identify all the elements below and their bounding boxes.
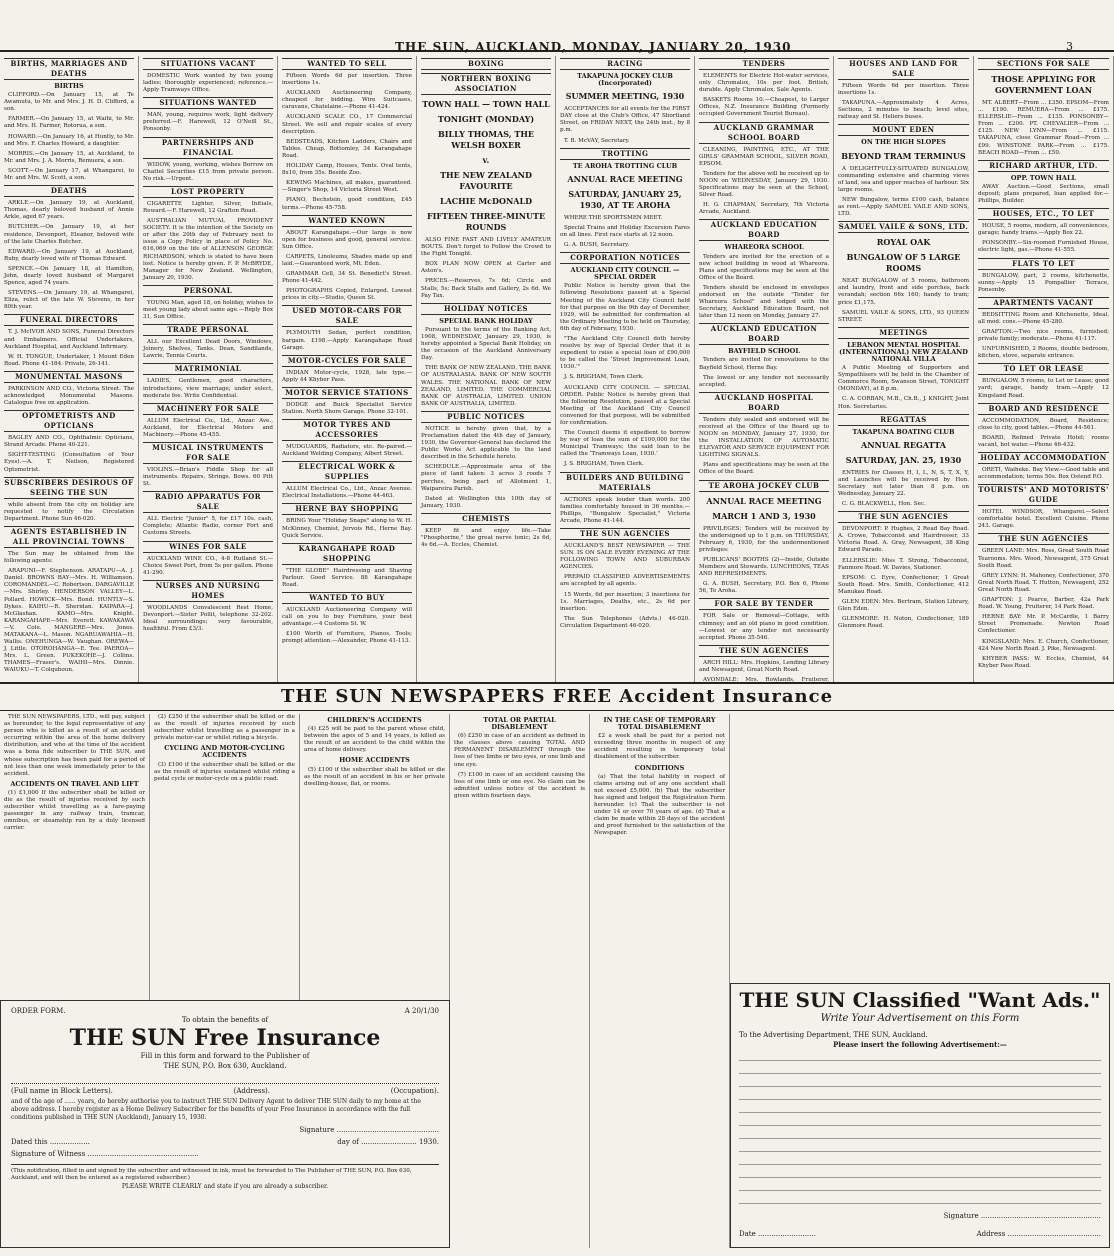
- advertisement: MAN, young, requires work, light delivery preferred.—F. Harewell, 12 O'Neill St., Ponsonby.: [143, 112, 273, 133]
- advertisement: ALL Electric "Junior" 5, for £17 10s. cash, Complete; Atlantic Radio, corner Fort and Customs Streets.: [143, 516, 273, 537]
- display-line: TONIGHT (MONDAY): [437, 114, 535, 124]
- advertisement: BASKETS Rooms 10.—Cheapest, to Larger Offices, N.Z. Insurance Building (Formerly occupied Government Tourist Bureau).: [699, 97, 829, 118]
- advertisement: BRING Your "Holiday Snaps" along to W. H. McKinney, Chemist, Jervois Rd., Herne Bay. Quick Service.: [282, 518, 412, 539]
- advertisement: HOLIDAY Camp, Houses, Tents. Oval tents, 8x10, from 35s. Beside Zoo.: [282, 163, 412, 177]
- display-line: SATURDAY, JANUARY 25, 1930, AT TE AROHA: [568, 188, 682, 210]
- display-line: SUMMER MEETING, 1930: [565, 91, 685, 102]
- section-subheading: OPP. TOWN HALL: [1010, 173, 1077, 182]
- advertisement: PUBLICANS' BOOTHS (2)—Inside, Outside Members and Stewards. LUNCHEONS, TEAS AND REFRESHMENTS.: [699, 556, 829, 578]
- section-heading: MOTOR-CYCLES FOR SALE: [282, 355, 412, 367]
- advertisement: NOTICE is hereby given that, by a Proclamation dated the 4th day of January, 1930, the Governor-General has declared the Public Works Act applicable to the land described in the Schedule hereto.: [421, 425, 551, 461]
- advertisement: Tenders should be enclosed in envelopes endorsed on the outside "Tender for Whareora School" and lodged with the Secretary, Auckland Education Board, not later than 12 noon on Monday, January 27.: [699, 284, 829, 320]
- display-line: LACHIE McDONALD: [439, 196, 533, 206]
- advertisement: HOWARD.—On January 16, at Huntly, to Mr. and Mrs. F. Charles Howard, a daughter.: [4, 133, 134, 147]
- section-heading: NURSES AND NURSING HOMES: [143, 580, 273, 602]
- insurance-sub-travel: ACCIDENTS ON TRAVEL AND LIFT: [10, 779, 139, 788]
- advertisement: GREEN LANE: Mrs. Ross, Great South Road Tearooms. Mrs. Wood, Newsagent, 375 Great South Road.: [978, 548, 1109, 569]
- section-heading: TO LET OR LEASE: [978, 363, 1109, 375]
- insurance-intro: THE SUN NEWSPAPERS, LTD., will pay, subject as hereunder, to the legal representative of any person who is killed as a result of an accident occurring within the area of the home delivery distribution, and who at the time of the accident was a bona fide subscriber to THE SUN, and whose subscription has been paid for a period of not less than one week immediately prior to the accident.: [4, 714, 145, 777]
- advertisement: Fifteen Words 6d per insertion. Three insertions 1s.: [838, 83, 969, 97]
- insurance-para-1: (1) £1,000 If the subscriber shall be killed or die as the result of injuries received by such subscriber whilst travelling as a fare-paying passenger in any railway train, tramcar, omnibus, or steamship run by a duly licensed carrier.: [4, 789, 145, 832]
- advertisement: ACCEPTANCES for all events for the FIRST DAY close at the Club's Office, 47 Shortland Street, on FRIDAY NEXT, the 24th inst., by 8 p.m.: [560, 106, 690, 134]
- advertisement: Plans and specifications may be seen at the Office of the Board.: [699, 462, 829, 476]
- insurance-sub-temporary: IN THE CASE OF TEMPORARY TOTAL DISABLEMENT: [603, 716, 716, 732]
- display-line: ANNUAL RACE MEETING: [567, 173, 683, 184]
- section-heading: HERNE BAY SHOPPING: [282, 503, 412, 515]
- order-form-line-1: To obtain the benefits of: [181, 1016, 269, 1024]
- advertisement: Tenders for the above will be received up to NOON on WEDNESDAY, January 29, 1930. Specifications may be seen at the School, Silver Road.: [699, 170, 829, 199]
- advertisement: GRAFTON.—Two nice rooms, furnished; private family; moderate.—Phone 41-117.: [978, 328, 1109, 343]
- advertisement: CLIFFORD.—On January 15, at Te Awamutu, to Mr. and Mrs. J. H. D. Clifford, a son.: [4, 92, 134, 113]
- advertisement: CLEANING, PAINTING, ETC., AT THE GIRLS' GRAMMAR SCHOOL, SILVER ROAD, EPSOM.: [699, 146, 829, 167]
- insurance-para-8: £2 a week shall be paid for a period not exceeding three months in respect of any accident resulting in temporary total disablement of the subscriber.: [594, 733, 725, 761]
- order-form-title: THE SUN Free Insurance: [69, 1025, 381, 1051]
- advertisement: C. A. CORBAN, M.B., Ch.B., J. KNIGHT, Joint Hon. Secretaries.: [838, 396, 969, 410]
- advertisement: EPSOM: C. Eyre, Confectioner, 1 Great South Road. Mrs. Smith, Confectioner, 412 Manukau Road.: [838, 574, 969, 595]
- advertisement: BEDSITTING Room and Kitchenette, Ideal, all mod. cons.—Phone 45-280.: [978, 311, 1109, 325]
- advertisement: G. A. BUSH, Secretary.: [564, 242, 630, 249]
- advertisement: ABOUT Karangahape.—Our large is now open for business and good, general service. Sun Office.: [282, 229, 412, 250]
- insurance-sub-cycling: CYCLING AND MOTOR-CYCLING ACCIDENTS: [164, 744, 285, 760]
- section-heading: SUBSCRIBERS DESIROUS OF SEEING THE SUN: [4, 477, 134, 497]
- insurance-sub-home: HOME ACCIDENTS: [339, 756, 410, 765]
- advertisement: WIDOW, young, working, wishes Borrow on Chattel Securities £15 from private person. No risk.—Urgent.: [143, 161, 273, 182]
- section-subheading: BAYFIELD SCHOOL: [728, 347, 800, 356]
- order-form-heading: ORDER FORM.: [11, 1007, 66, 1015]
- section-heading: TROTTING: [560, 148, 690, 160]
- classified-date-field[interactable]: Date ..........................: [739, 1230, 816, 1238]
- classified-date-label: Date: [739, 1230, 756, 1238]
- section-heading: SITUATIONS VACANT: [143, 58, 273, 70]
- advertisement: The lowest or any tender not necessarily accepted.: [699, 374, 829, 388]
- column-houses: [834, 56, 974, 682]
- section-subheading: LEBANON MENTAL HOSPITAL (INTERNATIONAL) NEW ZEALAND NATIONAL VILLA: [839, 340, 968, 363]
- advertisement: STEVENS.—On January 19, at Whangarei, Eliza, relict of the late W. Stevens, in her 80th year.: [4, 290, 134, 311]
- advertisement: Special Trains and Holiday Excursion Fares on all lines. First race starts at 12 noon.: [560, 224, 690, 238]
- advertisement: AUCKLAND WINE CO., 4-8 Rutland St.—Choice Sweet Port, from 5s per gallon. Phone 41-290.: [143, 555, 273, 576]
- section-heading: AUCKLAND GRAMMAR SCHOOL BOARD: [699, 122, 829, 144]
- section-heading: THE SUN AGENCIES: [699, 645, 829, 657]
- section-heading: DEATHS: [4, 185, 134, 197]
- insurance-banner: THE SUN NEWSPAPERS FREE Accident Insurance: [0, 682, 1114, 711]
- advertisement: "The Auckland City Council doth hereby resolve by way of Special Order that it is expedient to raise a special loan of £90,000 to be called the ‘Street Improvement Loan, 1930.’": [560, 335, 690, 371]
- insurance-para-2: (2) £250 if the subscriber shall be killed or die as the result of injuries received by such subscriber whilst travelling as a passenger in a private motor-car or whilst riding a bicycle.: [154, 714, 295, 742]
- classified-address-label: Address: [976, 1230, 1006, 1238]
- advertisement: PRICES.—Reserves, 7s 6d; Circle and Stalls, 5s; Back Stalls and Gallery, 2s 6d. We Pay Tax.: [421, 278, 551, 299]
- section-heading: MONUMENTAL MASONS: [4, 371, 134, 383]
- section-heading: MATRIMONIAL: [143, 363, 273, 375]
- column-situations: [139, 56, 278, 682]
- insurance-para-9: (a) That the total liability in respect of claims arising out of any one accident shall not exceed £5,000. (b) That the subscriber has signed and lodged the Registration Form hereunder. (c) That the subscriber is not under 14 or over 70 years of age. (d) That a claim be made within 28 days of the accident and proof furnished to the satisfaction of the Newspaper.: [594, 773, 725, 837]
- advertisement: BUNGALOW, 5 rooms, to Let or Lease; good yard; garage, handy tram.—Apply 12 Kingsland Road.: [978, 378, 1109, 399]
- section-heading: BOXING: [421, 58, 551, 70]
- advertisement: £100 Worth of Furniture, Pianos, Tools; prompt attention.—Alexander, Phone 41-113.: [282, 631, 412, 645]
- insurance-para-3: (3) £100 if the subscriber shall be killed or die as the result of injuries sustained whilst riding a pedal cycle or motor-cycle on a public road.: [154, 761, 295, 782]
- advertisement: TAKAPUNA.—Approximately 4 Acres, Sections, 2 minutes to beach; level sites, railway and St. Heliers buses.: [838, 100, 969, 121]
- advertisement: AWAY Auction.—Good Sections, small deposit; plans prepared, loan applied for.—Phillips, Builder.: [978, 183, 1109, 205]
- section-heading: PERSONAL: [143, 285, 273, 297]
- advertisement: ARAPUNI—F. Stephenson. ARATAPU—A. J. Daniel. BROWNS BAY—Mrs. H. Williamson. COROMANDEL—C. Robertson. DARGAVILLE—Mrs. Shirley. HENDERSON VALLEY—L. Pollard. HOWICK—Mrs. Bond. HUNTLY—S. Dykes. KAIHU—R. Sheridan. KAIPARA—J. McGlashan. KAMO—Mrs. Knight. KARANGAHAPE—Mrs. Everett. KAWAKAWA—V. Cole. MANGERE—Mrs. Jones. MATAKANA—L. Mason. NGARUAWAHIA—H. Wallis. ONEHUNGA—W. Vaughan. OREWA—J. Little. OTOROHANGA—E. Tee. PAEROA—Mrs. L. Green. PUKEKOHE—J. Collins. THAMES—Fraser's. WAIHI—Mrs. Dinnie. WAIUKU—T. Colquhoun.: [4, 568, 134, 674]
- order-form-line-3: THE SUN, P.O. Box 630, Auckland.: [163, 1062, 287, 1070]
- order-form-body: and of the age of ...... years, do hereby authorise you to instruct THE SUN Delivery Agent to deliver THE SUN daily to my home at the above address. I hereby register as a Home Delivery Subscriber for the benefits of your Free Insurance in accordance with the full conditions published in THE SUN (Auckland), January 15, 1930.: [11, 1098, 421, 1121]
- day-of-label: day of: [337, 1138, 359, 1146]
- advertisement-text-area[interactable]: [739, 1054, 1101, 1204]
- signature-field[interactable]: Signature ..............................................: [299, 1126, 439, 1134]
- advertisement: AUCKLAND Auctioneering Company will call on you to buy Furniture, your best advantage.—4 Customs St. W.: [282, 607, 412, 628]
- section-heading: TE AROHA JOCKEY CLUB: [699, 480, 829, 492]
- advertisement: DODGE and Buick Specialist Service Station. North Shore Garage. Phone 32-101.: [282, 401, 412, 415]
- advertisement: BUNGALOW, part, 2 rooms, kitchenette, sunny.—Apply 15 Pompallier Terrace, Ponsonby.: [978, 272, 1109, 293]
- section-heading: WANTED KNOWN: [282, 215, 412, 227]
- section-heading: TENDERS: [699, 58, 829, 70]
- advertisement: ELEMENTS for Electric Hot-water services, only Chromalox, 10s per foot. British, durable. Apply Chromalox, Sale Agents.: [699, 73, 829, 94]
- advertisement: W. H. TONGUE, Undertaker, 1 Mount Eden Road. Phone 41-184. Private, 26-141.: [4, 353, 134, 367]
- advertisement: T. J. McIVOR AND SONS, Funeral Directors and Embalmers. Official Undertakers, Auckland Hospital, and Auckland Infirmary.: [4, 329, 134, 350]
- advertisement: PREPAID CLASSIFIED ADVERTISEMENTS are accepted by all agents.: [560, 574, 690, 588]
- section-heading: HOLIDAY NOTICES: [421, 303, 551, 315]
- advertisement: SAMUEL VAILE & SONS, LTD., 93 QUEEN STREET.: [838, 309, 969, 323]
- section-heading: PARTNERSHIPS AND FINANCIAL: [143, 137, 273, 159]
- advertisement: C. G. BLACKWELL, Hon. Sec.: [842, 501, 926, 508]
- advertisement: HOTEL WINDSOR, Whangarei.—Select comfortable hotel. Excellent Cuisine. Phone 243. Garage.: [978, 509, 1109, 530]
- classified-insert: Please insert the following Advertisement:—: [833, 1040, 1007, 1049]
- section-heading: RACING: [560, 58, 690, 70]
- insurance-sub-children: CHILDREN'S ACCIDENTS: [327, 716, 422, 724]
- section-subheading: TAKAPUNA JOCKEY CLUB (Incorporated): [577, 72, 673, 88]
- advertisement: ACCOMMODATION, Board, Residence; close to city, good tables.—Phone 44-561.: [978, 417, 1109, 431]
- advertisement: KINGSLAND: Mrs. E. Church, Confectioner, 424 New North Road. J. Pike, Newsagent.: [978, 638, 1109, 652]
- advertisement: ARCH HILL: Mrs. Hopkins, Lending Library and Newsagent, Great North Road.: [699, 659, 829, 673]
- section-heading: ELECTRICAL WORK & SUPPLIES: [282, 461, 412, 483]
- insurance-col-5: [590, 714, 730, 1248]
- advertisement: The Sun may be obtained from the following agents:: [4, 550, 134, 565]
- display-line: THE NEW ZEALAND FAVOURITE: [440, 170, 532, 191]
- advertisement: HERNE BAY: Mr. P. McCardle, 1 Barry Street Promenade. Newton Road Confectioner.: [978, 614, 1109, 635]
- display-line: ANNUAL REGATTA: [861, 439, 946, 450]
- advertisement: BOX PLAN NOW OPEN at Carter and Aston's.: [421, 261, 551, 275]
- advertisement: VIOLINS.—Brian's Fiddle Shop for all instruments. Repairs. Strings. Bows. 60 Pitt St.: [143, 467, 273, 488]
- advertisement: "THE GLOBE" Hairdressing and Shaving Parlour. Good Service. 88 Karangahape Road.: [282, 567, 412, 588]
- order-form-ref: A 20/1/30: [404, 1007, 439, 1015]
- advertisement: GRAMMAR Cell, 34 St. Benedict's Street. Phone 41-442.: [282, 271, 412, 285]
- advertisement: ACTIONS speak louder than words. 200 families comfortably housed in 36 months.—Phillips, "Bungalow Specialist," Victoria Arcade, Phone 41-144.: [560, 496, 690, 524]
- advertisement: EDWARD.—On January 19, at Auckland, Ruby, dearly loved wife of Thomas Edward.: [4, 248, 134, 262]
- advertisement: AUCKLAND Auctioneering Company, cheapest for bidding. Wire Suitcases, caravans, Chatelaine.—Phone 41-424.: [282, 90, 412, 111]
- insurance-para-6: (6) £250 in case of an accident as defined in the clauses above causing TOTAL AND PERMANENT DISABLEMENT through the loss of two limbs or two eyes, or one limb and one eye.: [454, 733, 585, 768]
- display-line: BILLY THOMAS, THE WELSH BOXER: [438, 129, 534, 150]
- advertisement: DOMESTIC Work wanted by two young ladies; thoroughly experienced; reference.—Apply Tramways Office.: [143, 73, 273, 94]
- display-line: SATURDAY, JAN. 25, 1930: [845, 454, 962, 465]
- column-wanted: [278, 56, 417, 682]
- advertisement: AUSTRALIAN MUTUAL PROVIDENT SOCIETY. It is the intention of the Society on or after the 20th day of February next to issue a Copy Policy in place of Policy No. 616,069 on the life of ALLENSON GEORGE RICHARDSON, which is stated to have been lost. Notice is hereby given. F. P. McBRYDE, Manager for New Zealand. Wellington, January 20, 1930.: [143, 218, 273, 281]
- advertisement: BEDSTEADS, Kitchen Ladders, Chairs and Tables. Cheap. Bottomley, 34 Karangahape Road.: [282, 138, 412, 159]
- order-form-line-2: Fill in this form and forward to the Publisher of: [140, 1052, 310, 1060]
- page-number: 3: [1066, 40, 1074, 53]
- advertisement: YOUNG Man, aged 18, on holiday, wishes to meet young lady about same age.—Reply Box 31, Sun Office.: [143, 299, 273, 321]
- advertisement: PLYMOUTH Sedan, perfect condition, bargain. £198.—Apply Karangahape Road Garage.: [282, 330, 412, 351]
- advertisement: WOODLANDS Convalescent Rest Home, Devonport.—Sister Pollit, telephone 32-202. Ideal surroundings; very favourable, healthful. From £3/3.: [143, 604, 273, 633]
- masthead-title: THE SUN, AUCKLAND, MONDAY, JANUARY 20, 1930: [395, 40, 792, 54]
- order-form-footer: PLEASE WRITE CLEARLY and state if you are already a subscriber.: [121, 1183, 329, 1190]
- advertisement: H. G. CHAPMAN, Secretary, 7th Victoria Arcade, Auckland.: [699, 202, 829, 216]
- advertisement: FOR Sale or Removal—Cottage, with chimney; and an old piano in good condition.—Lowest or any tender not necessarily accepted. Phone 35-546.: [699, 613, 829, 641]
- column-boxing: [417, 56, 556, 682]
- advertisement: ALSO FINE FAST AND LIVELY AMATEUR BOUTS. Don't forget to Follow the Crowd to the Fight Tonight.: [421, 237, 551, 258]
- section-heading: THE SUN AGENCIES: [560, 528, 690, 540]
- section-heading: RADIO APPARATUS FOR SALE: [143, 491, 273, 513]
- insurance-sub-disablement: TOTAL OR PARTIAL DISABLEMENT: [483, 716, 556, 732]
- display-line: FIFTEEN THREE-MINUTE ROUNDS: [426, 211, 546, 232]
- advertisement: MORRIS.—On January 15, at Auckland, to Mr. and Mrs. J. A. Morris, Remuera, a son.: [4, 150, 134, 164]
- section-heading: WANTED TO BUY: [282, 592, 412, 604]
- section-heading: THE SUN AGENCIES: [978, 533, 1109, 545]
- section-subheading: ON THE HIGH SLOPES: [861, 138, 946, 147]
- advertisement: PIANO, Bechstein, good condition, £45 terms.—Phone 45-758.: [282, 197, 412, 211]
- advertisement: CARPETS, Linoleums, Shades made up and laid.—Guaranteed work, Mt. Eden.: [282, 253, 412, 267]
- advertisement: UNFURNISHED, 2 Rooms, double bedroom, kitchen, stove, separate entrance.: [978, 346, 1109, 360]
- year-label: 1930.: [418, 1138, 439, 1146]
- section-heading: AGENTS ESTABLISHED IN ALL PROVINCIAL TOWNS: [4, 526, 134, 548]
- advertisement: ALLUM Electrical Co., Ltd., Anzac Avenue. Electrical Installations.—Phone 44-463.: [282, 486, 412, 500]
- section-subheading: TAKAPUNA BOATING CLUB: [852, 427, 955, 436]
- insurance-sub-conditions: CONDITIONS: [634, 763, 685, 772]
- section-heading: WANTED TO SELL: [282, 58, 412, 70]
- advertisement: Pursuant to the terms of the Banking Act, 1908, WEDNESDAY, January 29, 1930, is hereby appointed a Special Bank Holiday, on the occasion of the Auckland Anniversary Day.: [421, 326, 551, 362]
- advertisement: BUTCHER.—On January 19, at her residence, Devonport, Eleanor, beloved wife of the late Charles Butcher.: [4, 224, 134, 245]
- section-heading: MOTOR SERVICE STATIONS: [282, 387, 412, 399]
- insurance-para-4: (4) £25 will be paid to the parent whose child, between the ages of 5 and 14 years, is killed as the result of an accident to the child within the area of home delivery.: [304, 726, 445, 754]
- advertisement: ARKLE.—On January 19, at Auckland, Thomas, dearly beloved husband of Annie Arkle, aged 67 years.: [4, 200, 134, 221]
- section-subheading: TE AROHA TROTTING CLUB: [572, 161, 678, 170]
- advertisement: 15 Words, 6d per insertion; 3 insertions for 1s. Marriages, Deaths, etc., 2s 6d per insertion.: [560, 591, 690, 612]
- advertisement: ORETI, Waiheke. Bay View.—Good table and accommodation; terms 50s. Box Ostend P.O.: [978, 467, 1109, 481]
- section-heading: MACHINERY FOR SALE: [143, 403, 273, 415]
- section-subheading: WHAREORA SCHOOL: [724, 243, 804, 252]
- section-heading: AUCKLAND EDUCATION BOARD: [699, 323, 829, 345]
- advertisement: SCOTT.—On January 17, at Whangarei, to Mr. and Mrs. W. Scott, a son.: [4, 167, 134, 182]
- advertisement: SPENCE.—On January 18, at Hamilton, John, dearly loved husband of Margaret Spence, aged 74 years.: [4, 265, 134, 287]
- advertisement: SIGHT-TESTING (Consultation of Your Eyes).—A. T. Neilson, Registered Optometrist.: [4, 452, 134, 473]
- advertisement: INDIAN Motor-cycle, 1928, late type.—Apply 44 Khyber Pass.: [282, 369, 412, 383]
- insurance-para-5: (5) £100 if the subscriber shall be killed or die as the result of an accident in his or her private dwelling-house, flat, or rooms.: [304, 766, 445, 787]
- advertisement: DEVONPORT: P. Hughes, 2 Read Bay Road. A. Crowe, Tobacconist and Hairdresser, 33 Victoria Road. A. Gray, Newsagent, 38 King Edward Parade.: [838, 526, 969, 554]
- section-heading: FUNERAL DIRECTORS: [4, 314, 134, 326]
- advertisement: Tenders are invited for the erection of a new school building in wood at Whareora. Plans and specifications may be seen at the Office of the Board.: [699, 253, 829, 281]
- advertisement: Tenders duly sealed and endorsed will be received at the Office of the Board up to NOON on MONDAY, January 27, 1930, for the INSTALLATION OF AUTOMATIC ELEVATOR AND SERVICE EQUIPMENT FOR LIGHTING SIGNALS.: [699, 416, 829, 459]
- insurance-col-4: [450, 714, 590, 1248]
- section-subheading: AUCKLAND CITY COUNCIL — SPECIAL ORDER: [570, 266, 680, 282]
- order-form-note: (This notification, filled in and signed by the subscriber and witnessed in ink, must be forwarded to The Publisher of THE SUN, P.O. Box 630, Auckland, and will then be entered as a registered subscriber.): [11, 1164, 439, 1182]
- classified-subtitle: Write Your Advertisement on this Form: [820, 1013, 1020, 1024]
- section-heading: WINES FOR SALE: [143, 541, 273, 553]
- section-heading: CORPORATION NOTICES: [560, 252, 690, 264]
- section-heading: OPTOMETRISTS AND OPTICIANS: [4, 410, 134, 432]
- advertisement: GREY LYNN: H. Mahoney, Confectioner, 370 Great North Road. T. Hutton, Newsagent, 252 Great North Road.: [978, 572, 1109, 593]
- column-births-deaths: [0, 56, 139, 682]
- display-line: TOWN HALL — TOWN HALL: [422, 99, 550, 109]
- section-heading: TRADE PERSONAL: [143, 324, 273, 336]
- classified-form[interactable]: [730, 983, 1110, 1248]
- column-racing: [556, 56, 695, 682]
- advertisement: GLEN EDEN: Mrs. Bertram, Station Library, Glen Eden.: [838, 599, 969, 613]
- section-heading: SAMUEL VAILE & SONS, LTD.: [838, 222, 969, 232]
- section-heading: NORTHERN BOXING ASSOCIATION: [421, 73, 551, 95]
- advertisement: MT. ALBERT—From ... £350. EPSOM—From ... £190. REMUERA—From ... £175. ELLERSLIE—From ... £135. PONSONBY—From ... £200. PT. CHEVALIER—From ... £125. NEW LYNN—From ... £115. TAKAPUNA, close Grammar Road—From ... £99. WINSTONE PARK—From ... £175. BEACH ROAD—From ... £50.: [978, 100, 1109, 156]
- section-heading: HOUSES, ETC., TO LET: [978, 208, 1109, 220]
- advertisement: The Sun Telephones (Advts.) 46-020. Circulation Department 46-020.: [560, 615, 690, 629]
- section-heading: BIRTHS, MARRIAGES AND DEATHS: [4, 58, 134, 80]
- advertisement: PONSONBY.—Six-roomed Furnished House, electric light, gas.—Phone 41-555.: [978, 240, 1109, 254]
- advertisement: KEWING Machines, all makes, guaranteed.—Singer's Shop, 14 Victoria Street West.: [282, 180, 412, 194]
- advertisement: WHERE THE SPORTSMEN MEET.: [564, 214, 663, 221]
- name-label: (Full name in Block Letters).: [11, 1087, 113, 1095]
- advertisement: THE BANK OF NEW ZEALAND. THE BANK OF AUSTRALASIA. BANK OF NEW SOUTH WALES. THE NATIONAL BANK OF NEW ZEALAND, LIMITED. THE COMMERCIAL BANK OF AUSTRALIA, LIMITED. UNION BANK OF AUSTRALIA, LIMITED.: [421, 365, 551, 407]
- advertisement: The Council deems it expedient to borrow by way of loan the sum of £100,000 for the Municipal Tramways; the said loan to be called the ‘Tramways Loan, 1930.’: [560, 430, 690, 458]
- section-heading: FOR SALE BY TENDER: [699, 598, 829, 610]
- masthead: [0, 0, 1114, 52]
- section-heading: REGATTAS: [838, 414, 969, 426]
- classified-title: THE SUN Classified "Want Ads.": [739, 988, 1101, 1012]
- advertisement: G. A. BUSH, Secretary, P.O. Box 6, Phone 56, Te Aroha.: [699, 581, 829, 595]
- advertisement: MUDGUARDS, Radiators, etc. Re-paired.—Auckland Welding Company, Albert Street.: [282, 444, 412, 458]
- witness-label: Signature of Witness: [11, 1150, 86, 1158]
- section-heading: HOLIDAY ACCOMMODATION: [978, 452, 1109, 464]
- advertisement: ALL our Excellent Dead Doors, Windows, Joinery, Shelves, Tanks. Dean, Sandilands, Lawrie, Tennis Courts.: [143, 339, 273, 360]
- section-heading: LOST PROPERTY: [143, 186, 273, 198]
- advertisement: PHOTOGRAPHS Copied, Enlarged. Lowest prices in city.—Studio, Queen St.: [282, 288, 412, 302]
- advertisement: AUCKLAND CITY COUNCIL — SPECIAL ORDER. Public Notice is hereby given that the following Resolution, passed at a Special Meeting of the Auckland City Council convened for that purpose, will be submitted for confirmation.: [560, 384, 690, 426]
- section-heading: PUBLIC NOTICES: [421, 411, 551, 423]
- advertisement: Fifteen Words 6d per insertion. Three insertions 1s.: [282, 73, 412, 87]
- section-heading: CHEMISTS: [421, 513, 551, 525]
- classified-to: To the Advertising Department, THE SUN, Auckland.: [739, 1031, 928, 1039]
- section-heading: BUILDERS AND BUILDING MATERIALS: [560, 472, 690, 494]
- section-heading: FLATS TO LET: [978, 258, 1109, 270]
- advertisement: PARKINSON AND CO., Victoria Street. The acknowledged Monumental Masons. Catalogue free on application.: [4, 385, 134, 407]
- address-label: (Address).: [233, 1087, 271, 1095]
- section-heading: AUCKLAND EDUCATION BOARD: [699, 219, 829, 241]
- section-heading: USED MOTOR-CARS FOR SALE: [282, 305, 412, 327]
- section-subheading: BIRTHS: [54, 82, 84, 90]
- advertisement: HOUSE, 5 rooms, modern, all conveniences, garage; handy trams.—Apply Box 22.: [978, 223, 1109, 237]
- advertisement: A DELIGHTFULLY-SITUATED BUNGALOW, commanding extensive and charming views of land, sea and upper reaches of harbour. Six large rooms.: [838, 165, 969, 193]
- advertisement: FARMER.—On January 15, at Waihi, to Mr. and Mrs. H. Farmer, Rotorua, a son.: [4, 116, 134, 130]
- display-line: ANNUAL RACE MEETING: [706, 495, 822, 506]
- advertisement: Dated at Wellington this 10th day of January, 1930.: [421, 495, 551, 509]
- dated-label: Dated this: [11, 1138, 48, 1146]
- insurance-order-form[interactable]: ORDER FORM. A 20/1/30 To obtain the benefits of THE SUN Free Insurance Fill in this form and forward to the Publisher of THE SUN, P.O. Box 630, Auckland. (Full name in Block Letters). (Address). (Occupation). and of the age of ...... years, do hereby authorise you to instruct THE SUN Delivery Agent to deliver THE SUN daily to my home at the above address. I hereby register as a Home Delivery Subscriber for the benefits of your Free Insurance in accordance with the full conditions published in THE SUN (Auckland), January 15, 1930. Signature .............................................. Dated this .................. day of ......................... 1930. Signature of Witness .................................................. (This notification, filled in and signed by the subscriber and witnessed in ink, must be forwarded to The Publisher of THE SUN, P.O. Box 630, Auckland, and will then be entered as a registered subscriber.) PLEASE WRITE CLEARLY and state if you are already a subscriber.: [0, 1000, 450, 1248]
- occupation-label: (Occupation).: [390, 1087, 439, 1095]
- display-line: MARCH 1 AND 3, 1930: [712, 510, 816, 521]
- section-heading: BOARD AND RESIDENCE: [978, 403, 1109, 415]
- section-heading: THE SUN AGENCIES: [838, 511, 969, 523]
- advertisement: PRIVILEGES: Tenders will be received by the undersigned up to 1 p.m. on THURSDAY, February 6, 1930, for the undermentioned privileges:: [699, 525, 829, 553]
- section-heading: APARTMENTS VACANT: [978, 297, 1109, 309]
- display-line: v.: [482, 155, 490, 165]
- section-heading: MOUNT EDEN: [838, 124, 969, 136]
- advertisement: KEEP fit and enjoy life.—Take "Phosphorine," the great nerve tonic; 2s 6d, 4s 6d.—A. Eccles, Chemist.: [421, 527, 551, 549]
- section-heading: AUCKLAND HOSPITAL BOARD: [699, 392, 829, 414]
- name-field[interactable]: [11, 1074, 439, 1084]
- advertisement: ELLERSLIE: Miss T. Strong, Tobacconist, Fanmore Road. W. Davies, Stationer.: [838, 557, 969, 571]
- advertisement: NEW Bungalow, terms £100 cash, balance as rent.—Apply SAMUEL VAILE AND SONS, LTD.: [838, 196, 969, 218]
- column-tenders: [695, 56, 834, 682]
- advertisement: BAGLEY AND CO., Ophthalmic Opticians, Strand Arcade. Phone 40-221.: [4, 435, 134, 449]
- signature-label: Signature: [299, 1126, 335, 1134]
- display-line: BUNGALOW OF 5 LARGE ROOMS: [846, 252, 961, 274]
- advertisement: T. B. McVAY, Secretary.: [564, 137, 630, 144]
- section-heading: MEETINGS: [838, 327, 969, 339]
- advertisement: SCHEDULE.—Approximate area of the piece of land taken: 3 acres 3 roods 7 perches, being part of Allotment 1, Waipareira Parish.: [421, 464, 551, 492]
- insurance-para-7: (7) £100 in case of an accident causing the loss of one limb or one eye. No claim can be admitted unless notice of the accident is given within fourteen days.: [454, 771, 585, 799]
- advertisement: BOARD, Refined Private Hotel; rooms vacant, hot water.—Phone 46-432.: [978, 434, 1109, 448]
- advertisement: AVONDALE: Mrs. Rowlands, Fruiterer,: [703, 676, 829, 682]
- section-heading: MUSICAL INSTRUMENTS FOR SALE: [143, 442, 273, 464]
- advertisement: A Public Meeting of Supporters and Sympathisers will be held in the Chamber of Commerce Room, Swanson Street, TONIGHT (MONDAY), at 8 p.m.: [838, 365, 969, 393]
- advertisement: CIGARETTE Lighter, Silver, Initials, Reward.—F. Harewell, 12 Grafton Road.: [143, 200, 273, 214]
- advertisement: ENTRIES for Classes H, I, L, N, S, T, X, Y, and Launches will be received by Hon. Secretary not later than 8 p.m. on Wednesday, January 22.: [838, 469, 969, 497]
- section-heading: SITUATIONS WANTED: [143, 97, 273, 109]
- column-sections: [974, 56, 1114, 682]
- classified-signature-field[interactable]: Signature ......................................................: [943, 1212, 1101, 1220]
- section-subheading: SPECIAL BANK HOLIDAY: [439, 316, 533, 325]
- advertisement: J. S. BRIGHAM, Town Clerk.: [564, 461, 644, 468]
- advertisement: while absent from the city on holiday are requested to notify the Circulation Department. Phone Sun 46-020.: [4, 501, 134, 522]
- advertisement: AUCKLAND'S BEST NEWSPAPER — THE SUN. IS ON SALE EVERY EVENING AT THE FOLLOWING TOWN AND SUBURBAN AGENCIES.: [560, 542, 690, 571]
- advertisement: J. S. BRIGHAM, Town Clerk.: [564, 374, 644, 381]
- section-heading: RICHARD ARTHUR, LTD.: [978, 160, 1109, 172]
- advertisement: AUCKLAND SCALE CO., 17 Commercial Street. We sell and repair scales of every description.: [282, 114, 412, 135]
- dated-field[interactable]: Dated this ..................: [11, 1138, 90, 1146]
- display-line: BEYOND TRAM TERMINUS: [841, 150, 966, 161]
- advertisement: GLENMORE: H. Noton, Confectioner, 189 Glenmore Road.: [838, 616, 969, 630]
- classified-address-field[interactable]: Address ..........................................: [976, 1230, 1101, 1238]
- classified-signature-label: Signature: [943, 1212, 979, 1220]
- advertisement: KHYBER PASS: W. Eccles, Chemist, 44 Khyber Pass Road.: [978, 655, 1109, 669]
- section-heading: HOUSES AND LAND FOR SALE: [838, 58, 969, 80]
- advertisement: NEAT BUNGALOW of 5 rooms, bathroom and laundry, front and side porches, back verandah; section 66x 160; handy to tram; price £1,175.: [838, 278, 969, 306]
- advertisement: LADIES, Gentlemen, good characters, introductions, view marriage; under select, moderate fee. Write Confidential.: [143, 378, 273, 399]
- advertisement: Public Notice is hereby given that the following Resolutions passed at a Special Meeting of the Auckland City Council held for that purpose on the 9th day of December, 1929, will be submitted for confirmation at the Ordinary Meeting to be held on Thursday, 6th day of February, 1930.: [560, 283, 690, 332]
- advertisement: ALLUM Electrical Co., Ltd., Anzac Ave., Auckland, for Electrical Motors and Machinery.—Phone 45-455.: [143, 417, 273, 438]
- witness-field[interactable]: Signature of Witness ..................................................: [11, 1150, 199, 1158]
- section-heading: MOTOR TYRES AND ACCESSORIES: [282, 419, 412, 441]
- advertisement: Tenders are invited for renovations to the Bayfield School, Herne Bay.: [699, 357, 829, 371]
- section-heading: KARANGAHAPE ROAD SHOPPING: [282, 543, 412, 565]
- section-heading: SECTIONS FOR SALE: [978, 58, 1109, 70]
- display-line: ROYAL OAK: [876, 237, 931, 248]
- display-line: THOSE APPLYING FOR GOVERNMENT LOAN: [991, 74, 1096, 95]
- section-heading: TOURISTS' AND MOTORISTS' GUIDE: [978, 485, 1109, 505]
- advertisement: GRAFTON: J. Pearce, Barber, 42a Park Road. W. Young, Fruiterer, 14 Park Road.: [978, 597, 1109, 611]
